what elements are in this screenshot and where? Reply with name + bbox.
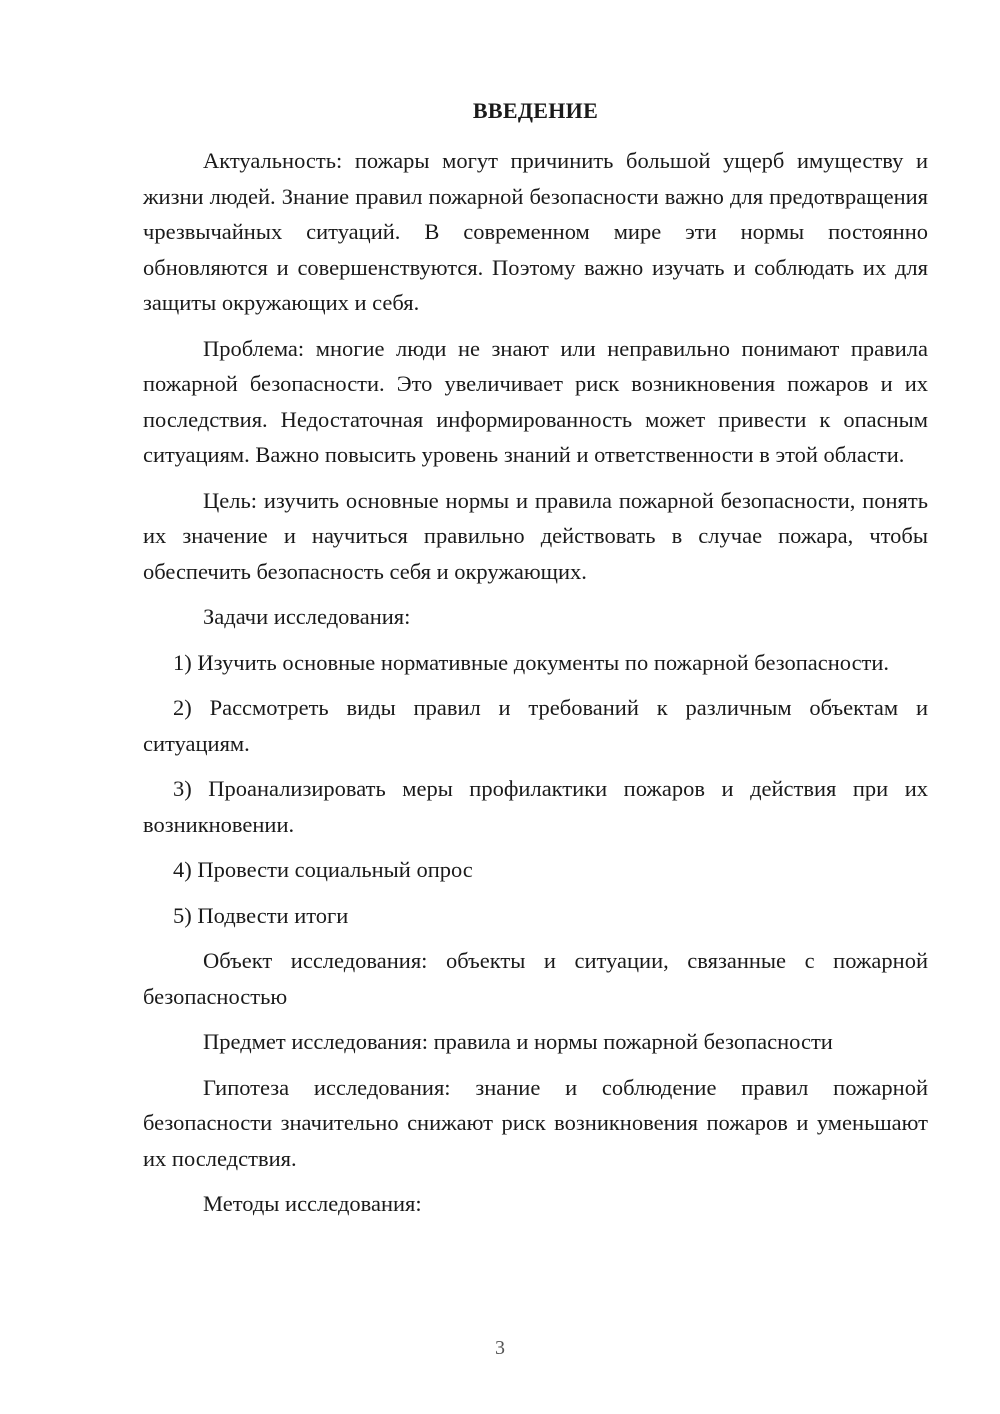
task-item-3: 3) Проанализировать меры профилактики пожаров и действия при их возникновении. (143, 776, 928, 837)
document-body (143, 143, 928, 1232)
page-number: 3 (495, 1337, 505, 1359)
paragraph-tasks-heading: Задачи исследования: (203, 604, 411, 629)
task-item-4: 4) Провести социальный опрос (173, 857, 473, 882)
task-item-2: 2) Рассмотреть виды правил и требований к различным объектам и ситуациям. (143, 695, 928, 756)
task-item-1: 1) Изучить основные нормативные документы по пожарной безопасности. (173, 649, 890, 675)
section-title: ВВЕДЕНИЕ (472, 98, 599, 123)
document-page (143, 0, 928, 1414)
paragraph-object: Объект исследования: объекты и ситуации, связанные с пожарной безопасностью (143, 948, 928, 1009)
paragraph-methods: Методы исследования: (203, 1191, 422, 1216)
paragraph-problem: Проблема: многие люди не знают или неправильно понимают правила пожарной безопасности. Это увеличивает риск возникновения пожаров и их последствия. Недостаточная информированность может привести к опасным ситуациям. Важно повысить уровень знаний и ответственности в этой области. (143, 335, 928, 467)
paragraph-hypothesis: Гипотеза исследования: знание и соблюдение правил пожарной безопасности значительно снижают риск возникновения пожаров и уменьшают их последствия. (143, 1074, 928, 1171)
task-item-5: 5) Подвести итоги (173, 902, 349, 928)
paragraph-relevance: Актуальность: пожары могут причинить большой ущерб имуществу и жизни людей. Знание правил пожарной безопасности важно для предотвращения чрезвычайных ситуаций. В современном мире эти нормы постоянно обновляются и совершенствуются. Поэтому важно изучать и соблюдать их для защиты окружающих и себя. (143, 148, 928, 315)
paragraph-goal: Цель: изучить основные нормы и правила пожарной безопасности, понять их значение и научиться правильно действовать в случае пожара, чтобы обеспечить безопасность себя и окружающих. (143, 487, 928, 584)
paragraph-subject: Предмет исследования: правила и нормы пожарной безопасности (203, 1029, 833, 1054)
